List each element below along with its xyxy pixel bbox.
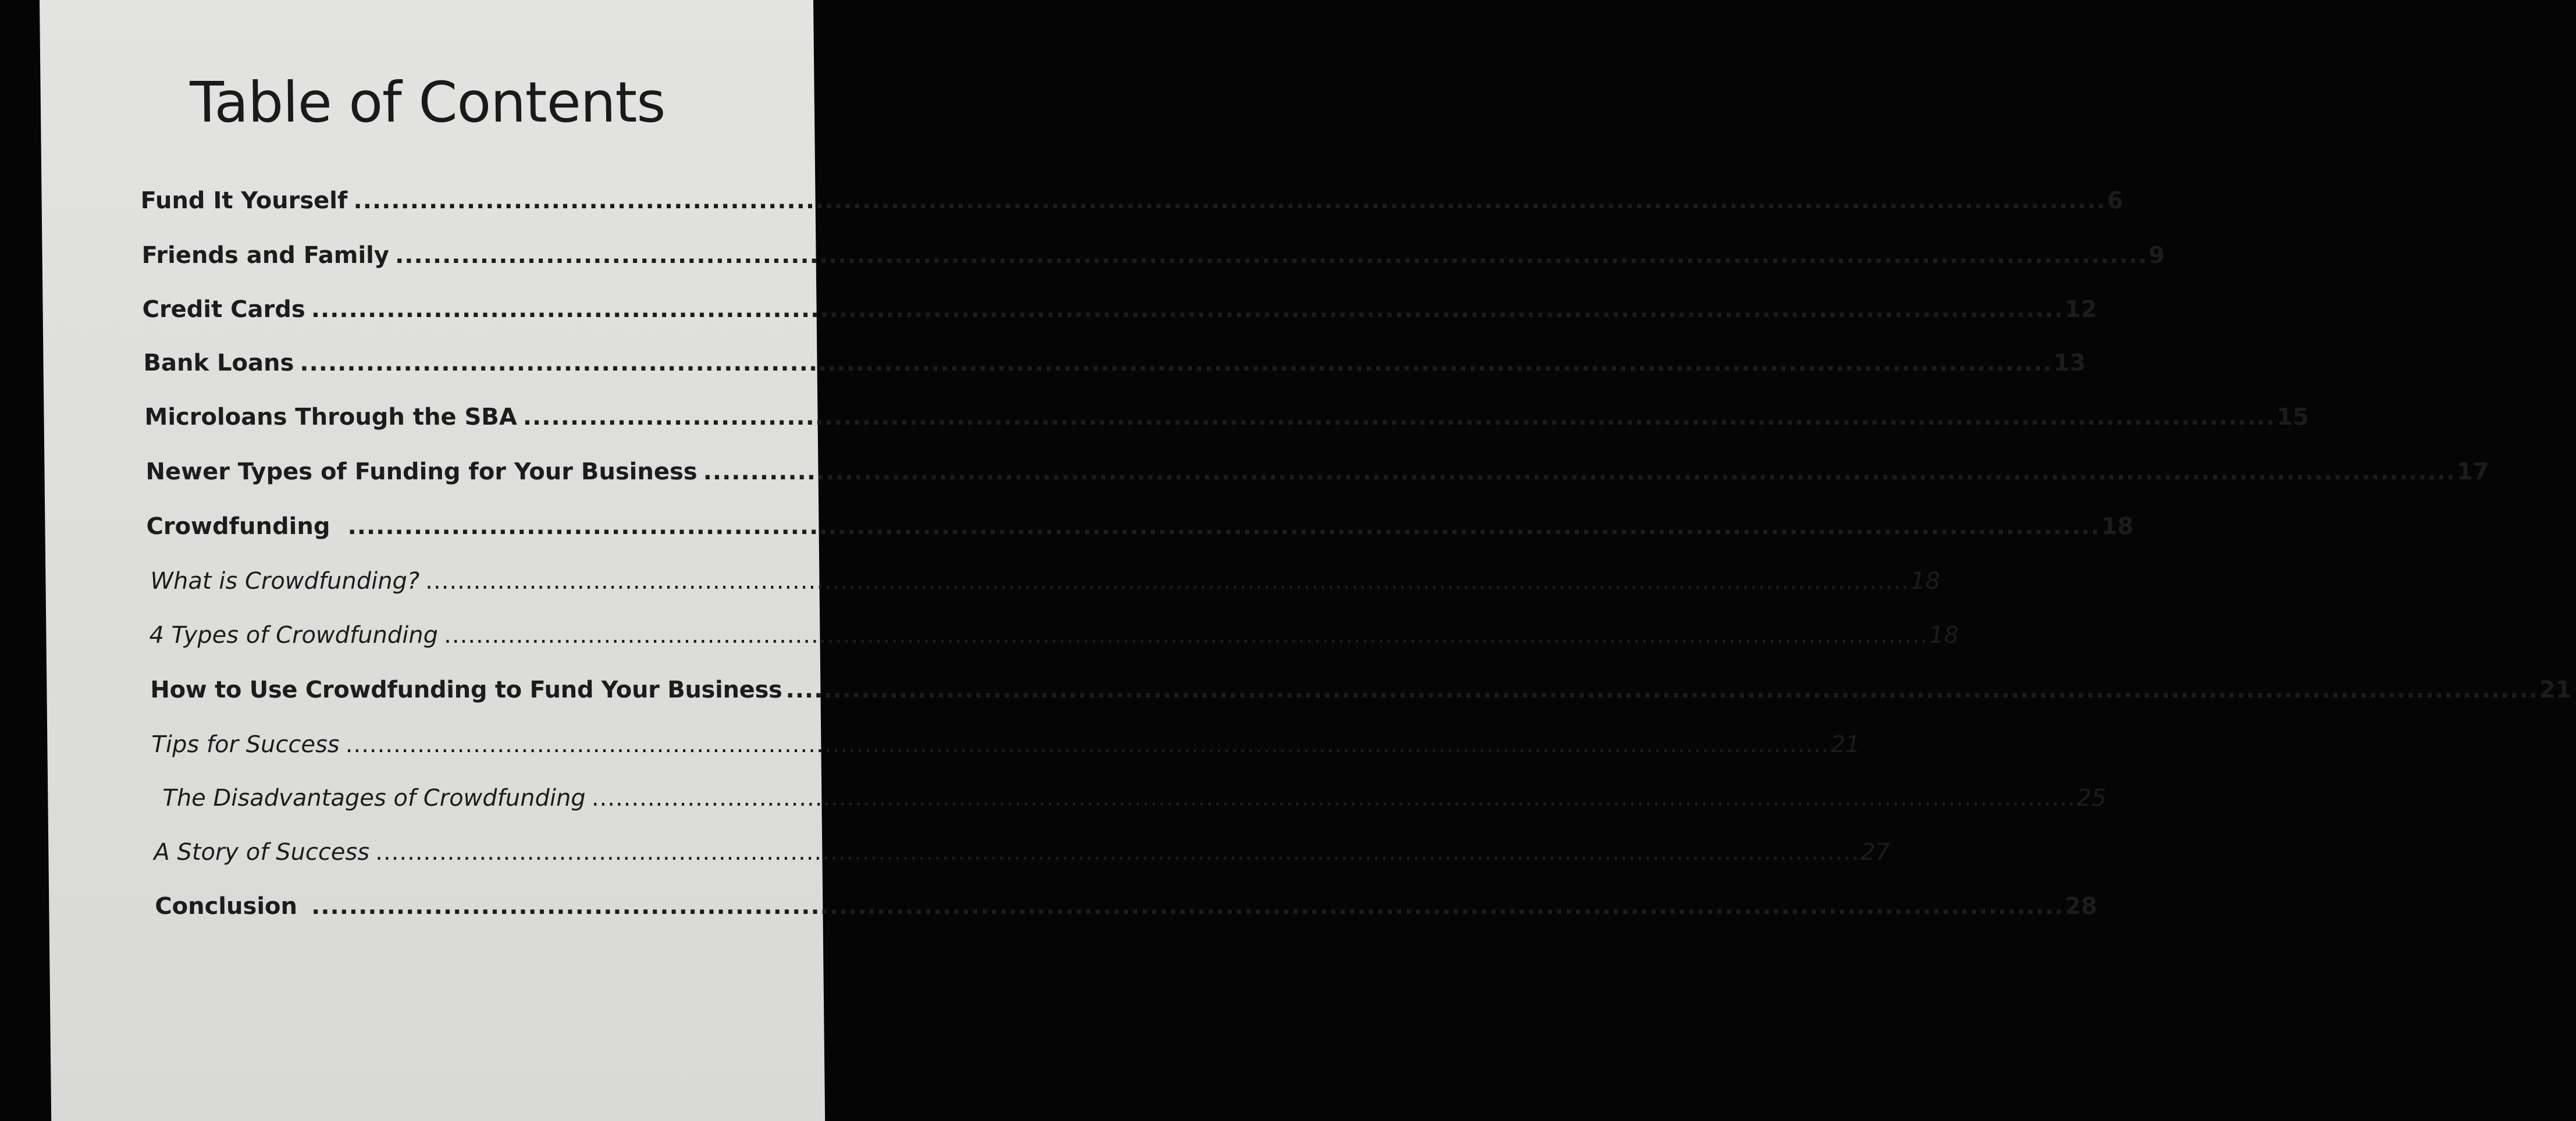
toc-entry-label: What is Crowdfunding? <box>150 568 420 595</box>
toc-entry-label: 4 Types of Crowdfunding <box>149 622 439 649</box>
table-of-contents <box>40 0 2572 1121</box>
toc-entry-page: 28 <box>2065 893 2098 920</box>
toc-entry-label: Conclusion <box>155 893 298 920</box>
toc-entry-label: Microloans Through the SBA <box>144 404 517 430</box>
toc-entry-label: Tips for Success <box>151 731 340 758</box>
toc-entry-label: Crowdfunding <box>146 513 330 540</box>
toc-entry-label: Bank Loans <box>143 350 294 376</box>
toc-entry-page: 27 <box>1860 839 1891 866</box>
toc-entry-page: 6 <box>2107 187 2123 214</box>
dot-leader <box>522 404 2275 430</box>
toc-entry-page: 21 <box>2539 677 2572 703</box>
toc-entry-page: 18 <box>1929 622 1959 649</box>
toc-entry-page: 17 <box>2456 458 2489 485</box>
toc-entry[interactable] <box>146 513 2134 540</box>
dot-leader <box>425 568 1909 595</box>
dot-leader <box>311 893 2064 920</box>
dot-leader <box>591 785 2075 812</box>
toc-entry[interactable] <box>150 568 1941 595</box>
toc-entry[interactable] <box>140 187 2123 214</box>
document-page <box>40 0 2572 1121</box>
toc-entry-label: How to Use Crowdfunding to Fund Your Business <box>150 677 782 703</box>
toc-entry[interactable] <box>150 677 2572 703</box>
toc-entry-page: 21 <box>1830 731 1860 758</box>
toc-entry-page: 13 <box>2053 350 2086 376</box>
toc-entry-page: 12 <box>2064 296 2097 323</box>
dot-leader <box>300 350 2052 376</box>
toc-entry-label: Credit Cards <box>142 296 305 323</box>
toc-entry-page: 9 <box>2148 242 2165 269</box>
dot-leader <box>353 187 2106 214</box>
toc-entry-page: 15 <box>2276 404 2309 430</box>
toc-entry-page: 25 <box>2076 785 2107 812</box>
dot-leader <box>785 677 2538 703</box>
toc-entry-label: Newer Types of Funding for Your Business <box>145 458 698 485</box>
toc-entry[interactable] <box>144 404 2309 430</box>
toc-entry[interactable] <box>141 242 2165 269</box>
toc-entry[interactable] <box>162 785 2107 812</box>
dot-leader <box>375 839 1859 866</box>
toc-entry-label: Fund It Yourself <box>140 187 348 214</box>
dot-leader <box>347 513 2100 540</box>
page-title: Table of Contents <box>189 70 666 135</box>
toc-entry[interactable] <box>151 731 1860 758</box>
toc-entry[interactable] <box>149 622 1959 649</box>
toc-entry[interactable] <box>154 839 1891 866</box>
toc-entry-page: 18 <box>2101 513 2134 540</box>
toc-entry[interactable] <box>142 296 2097 323</box>
toc-entry[interactable] <box>145 458 2489 485</box>
dot-leader <box>311 296 2063 323</box>
dot-leader <box>345 731 1829 758</box>
toc-entry-label: The Disadvantages of Crowdfunding <box>162 785 586 812</box>
toc-entry[interactable] <box>143 350 2086 376</box>
toc-entry[interactable] <box>155 893 2098 920</box>
toc-entry-page: 18 <box>1910 568 1941 595</box>
toc-entry-label: Friends and Family <box>141 242 390 269</box>
dot-leader <box>395 242 2148 269</box>
dot-leader <box>444 622 1928 649</box>
toc-entry-label: A Story of Success <box>154 839 370 866</box>
dot-leader <box>703 458 2456 485</box>
